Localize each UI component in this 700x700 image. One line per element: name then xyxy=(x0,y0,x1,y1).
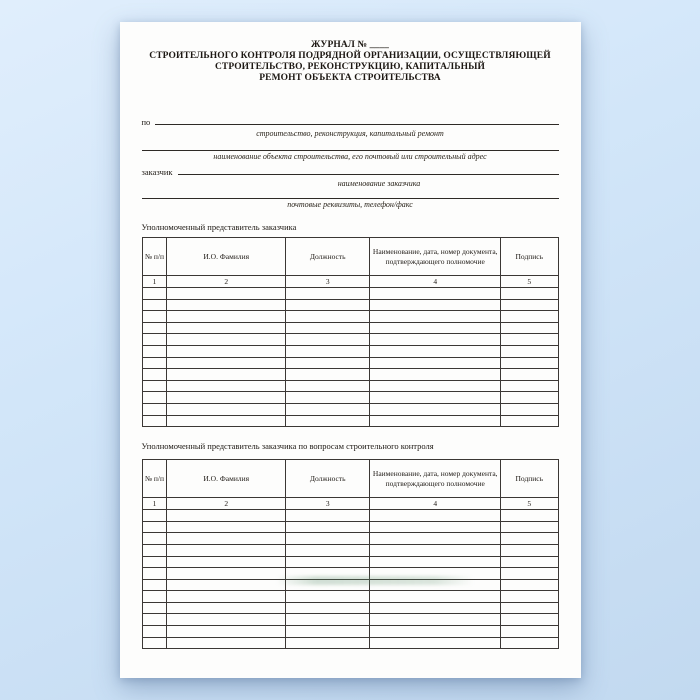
table-empty-row xyxy=(142,556,558,568)
empty-cell xyxy=(167,626,286,638)
empty-cell xyxy=(501,533,558,545)
field-object-caption: наименование объекта строительства, его почтовый или строительный адрес xyxy=(213,152,487,161)
construction-control-representative-table xyxy=(142,459,559,649)
section-heading-customer-representative: Уполномоченный представитель заказчика xyxy=(141,222,297,232)
empty-cell xyxy=(370,533,501,545)
empty-cell xyxy=(167,533,286,545)
table-empty-row xyxy=(142,345,558,357)
table-empty-row xyxy=(142,369,558,381)
field-requisites-blank-line xyxy=(142,198,559,199)
column-header-position: Должность xyxy=(286,238,370,276)
empty-cell xyxy=(501,403,558,415)
column-number: 4 xyxy=(370,276,501,288)
field-customer-caption: наименование заказчика xyxy=(337,178,421,188)
table-empty-row xyxy=(142,544,558,556)
empty-cell xyxy=(167,299,286,311)
empty-cell xyxy=(286,602,370,614)
column-number: 3 xyxy=(286,498,370,510)
empty-cell xyxy=(142,357,167,369)
empty-cell xyxy=(370,392,501,404)
empty-cell xyxy=(286,533,370,545)
empty-cell xyxy=(501,591,558,603)
empty-cell xyxy=(142,510,167,522)
empty-cell xyxy=(370,637,501,649)
empty-cell xyxy=(167,334,286,346)
empty-cell xyxy=(370,510,501,522)
empty-cell xyxy=(370,369,501,381)
empty-cell xyxy=(501,288,558,300)
empty-cell xyxy=(286,614,370,626)
table-empty-row xyxy=(142,322,558,334)
empty-cell xyxy=(286,403,370,415)
empty-cell xyxy=(501,637,558,649)
column-header-document: Наименование, дата, номер документа, подтверждающего полномочие xyxy=(370,238,501,276)
field-po-caption: строительство, реконструкция, капитальный ремонт xyxy=(256,128,444,138)
table-header-row xyxy=(142,460,558,498)
customer-representative-table xyxy=(142,237,559,427)
empty-cell xyxy=(501,322,558,334)
empty-cell xyxy=(501,568,558,580)
empty-cell xyxy=(142,322,167,334)
table-empty-row xyxy=(142,579,558,591)
field-po-label: по xyxy=(141,117,151,127)
empty-cell xyxy=(370,602,501,614)
empty-cell xyxy=(501,415,558,427)
empty-cell xyxy=(501,556,558,568)
table-empty-row xyxy=(142,510,558,522)
column-number-row xyxy=(142,498,558,510)
empty-cell xyxy=(501,369,558,381)
empty-cell xyxy=(370,311,501,323)
empty-cell xyxy=(286,544,370,556)
empty-cell xyxy=(167,591,286,603)
empty-cell xyxy=(286,579,370,591)
empty-cell xyxy=(142,521,167,533)
table-empty-row xyxy=(142,637,558,649)
column-header-document: Наименование, дата, номер документа, подтверждающего полномочие xyxy=(370,460,501,498)
table-empty-row xyxy=(142,614,558,626)
empty-cell xyxy=(501,626,558,638)
empty-cell xyxy=(142,415,167,427)
empty-cell xyxy=(286,591,370,603)
column-header-position: Должность xyxy=(286,460,370,498)
empty-cell xyxy=(167,637,286,649)
column-number: 5 xyxy=(501,276,558,288)
table-empty-row xyxy=(142,311,558,323)
empty-cell xyxy=(142,533,167,545)
empty-cell xyxy=(286,392,370,404)
empty-cell xyxy=(370,288,501,300)
empty-cell xyxy=(142,288,167,300)
column-header-name: И.О. Фамилия xyxy=(167,238,286,276)
empty-cell xyxy=(501,334,558,346)
field-customer-label: заказчик xyxy=(141,167,173,177)
empty-cell xyxy=(286,380,370,392)
empty-cell xyxy=(142,334,167,346)
empty-cell xyxy=(167,392,286,404)
table-empty-row xyxy=(142,533,558,545)
field-po xyxy=(142,115,559,127)
empty-cell xyxy=(286,626,370,638)
empty-cell xyxy=(370,403,501,415)
empty-cell xyxy=(142,403,167,415)
empty-cell xyxy=(167,614,286,626)
column-header-number: № п/п xyxy=(142,460,167,498)
column-header-signature: Подпись xyxy=(501,460,558,498)
column-header-signature: Подпись xyxy=(501,238,558,276)
empty-cell xyxy=(501,521,558,533)
empty-cell xyxy=(167,579,286,591)
empty-cell xyxy=(167,403,286,415)
empty-cell xyxy=(286,299,370,311)
empty-cell xyxy=(167,602,286,614)
empty-cell xyxy=(286,637,370,649)
empty-cell xyxy=(167,510,286,522)
column-header-name: И.О. Фамилия xyxy=(167,460,286,498)
empty-cell xyxy=(167,311,286,323)
empty-cell xyxy=(501,614,558,626)
empty-cell xyxy=(370,626,501,638)
field-customer xyxy=(142,165,559,177)
empty-cell xyxy=(501,345,558,357)
journal-title xyxy=(142,40,559,84)
empty-cell xyxy=(501,392,558,404)
table-header-row xyxy=(142,238,558,276)
empty-cell xyxy=(142,345,167,357)
empty-cell xyxy=(370,556,501,568)
empty-cell xyxy=(167,322,286,334)
empty-cell xyxy=(370,544,501,556)
empty-cell xyxy=(142,380,167,392)
column-number: 2 xyxy=(167,498,286,510)
empty-cell xyxy=(501,602,558,614)
empty-cell xyxy=(286,521,370,533)
empty-cell xyxy=(286,288,370,300)
journal-title-line-1: ЖУРНАЛ № ____ xyxy=(311,40,389,50)
empty-cell xyxy=(501,510,558,522)
empty-cell xyxy=(370,521,501,533)
column-number: 4 xyxy=(370,498,501,510)
empty-cell xyxy=(370,614,501,626)
table-empty-row xyxy=(142,288,558,300)
empty-cell xyxy=(370,415,501,427)
empty-cell xyxy=(286,322,370,334)
table-empty-row xyxy=(142,357,558,369)
table-empty-row xyxy=(142,591,558,603)
empty-cell xyxy=(370,322,501,334)
empty-cell xyxy=(501,579,558,591)
empty-cell xyxy=(501,380,558,392)
empty-cell xyxy=(370,345,501,357)
empty-cell xyxy=(142,392,167,404)
empty-cell xyxy=(142,614,167,626)
empty-cell xyxy=(142,568,167,580)
empty-cell xyxy=(501,311,558,323)
column-header-number: № п/п xyxy=(142,238,167,276)
table-empty-row xyxy=(142,626,558,638)
empty-cell xyxy=(142,369,167,381)
field-requisites-caption: почтовые реквизиты, телефон/факс xyxy=(287,200,413,209)
empty-cell xyxy=(370,579,501,591)
table-empty-row xyxy=(142,380,558,392)
empty-cell xyxy=(142,579,167,591)
empty-cell xyxy=(370,299,501,311)
table-empty-row xyxy=(142,602,558,614)
empty-cell xyxy=(370,568,501,580)
empty-cell xyxy=(167,345,286,357)
empty-cell xyxy=(142,544,167,556)
empty-cell xyxy=(167,415,286,427)
journal-title-line-3: СТРОИТЕЛЬСТВО, РЕКОНСТРУКЦИЮ, КАПИТАЛЬНЫЙ xyxy=(214,62,486,72)
empty-cell xyxy=(142,626,167,638)
empty-cell xyxy=(142,637,167,649)
column-number: 5 xyxy=(501,498,558,510)
empty-cell xyxy=(142,556,167,568)
empty-cell xyxy=(167,521,286,533)
empty-cell xyxy=(370,380,501,392)
empty-cell xyxy=(501,357,558,369)
empty-cell xyxy=(286,568,370,580)
empty-cell xyxy=(286,369,370,381)
field-object-blank-line xyxy=(142,150,559,151)
empty-cell xyxy=(167,380,286,392)
empty-cell xyxy=(501,299,558,311)
empty-cell xyxy=(286,556,370,568)
empty-cell xyxy=(286,415,370,427)
table-empty-row xyxy=(142,415,558,427)
column-number-row xyxy=(142,276,558,288)
empty-cell xyxy=(370,357,501,369)
journal-title-line-4: РЕМОНТ ОБЪЕКТА СТРОИТЕЛЬСТВА xyxy=(259,73,441,83)
empty-cell xyxy=(167,544,286,556)
empty-cell xyxy=(286,334,370,346)
empty-cell xyxy=(370,334,501,346)
empty-cell xyxy=(370,591,501,603)
empty-cell xyxy=(286,510,370,522)
table-empty-row xyxy=(142,334,558,346)
empty-cell xyxy=(286,311,370,323)
empty-cell xyxy=(167,369,286,381)
empty-cell xyxy=(142,591,167,603)
column-number: 1 xyxy=(142,498,167,510)
column-number: 2 xyxy=(167,276,286,288)
empty-cell xyxy=(167,568,286,580)
field-customer-blank-line xyxy=(178,165,559,175)
empty-cell xyxy=(167,556,286,568)
empty-cell xyxy=(142,311,167,323)
table-empty-row xyxy=(142,299,558,311)
empty-cell xyxy=(167,357,286,369)
journal-title-line-2: СТРОИТЕЛЬНОГО КОНТРОЛЯ ПОДРЯДНОЙ ОРГАНИЗАЦИИ, ОСУЩЕСТВЛЯЮЩЕЙ xyxy=(149,51,551,61)
empty-cell xyxy=(142,299,167,311)
table-empty-row xyxy=(142,521,558,533)
field-po-blank-line xyxy=(155,115,558,125)
column-number: 3 xyxy=(286,276,370,288)
column-number: 1 xyxy=(142,276,167,288)
empty-cell xyxy=(142,602,167,614)
table-empty-row xyxy=(142,403,558,415)
document-page xyxy=(120,22,581,678)
section-heading-construction-control-representative: Уполномоченный представитель заказчика по вопросам строительного контроля xyxy=(141,441,434,452)
empty-cell xyxy=(167,288,286,300)
empty-cell xyxy=(286,345,370,357)
table-empty-row xyxy=(142,392,558,404)
table-empty-row xyxy=(142,568,558,580)
empty-cell xyxy=(501,544,558,556)
empty-cell xyxy=(286,357,370,369)
